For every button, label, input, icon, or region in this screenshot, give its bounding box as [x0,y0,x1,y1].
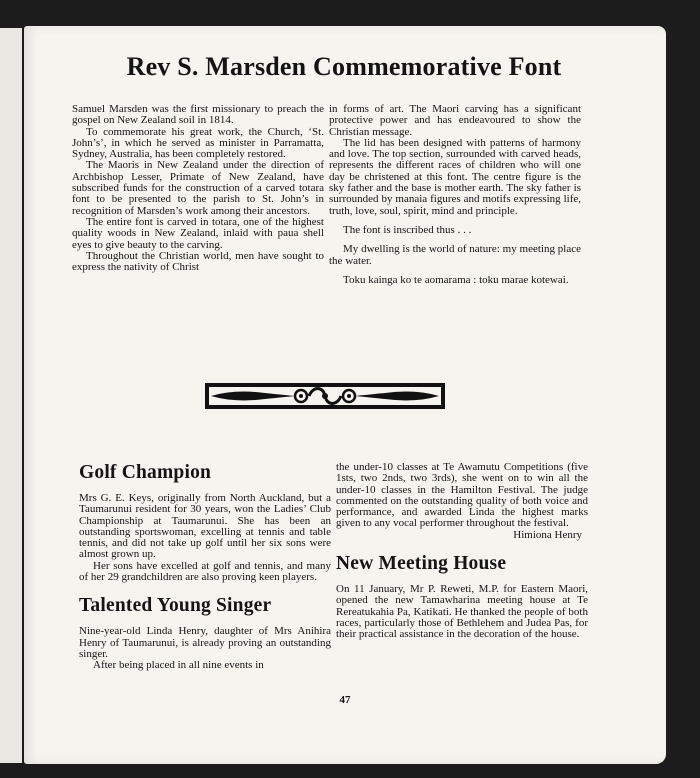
paragraph: Samuel Marsden was the first missionary to preach the gospel on New Zealand soil in 1814. [72,103,324,127]
bottom-left-column [79,462,331,672]
inscription-english: My dwelling is the world of nature: my meeting place the water. [329,243,581,267]
inscription-intro: The font is inscribed thus . . . [343,223,472,236]
marsden-article-right-column [329,104,581,286]
inscription-maori: Toku kainga ko te aomarama : toku marae kotewai. [343,273,569,286]
paragraph: After being placed in all nine events in [93,659,264,672]
marsden-article-left-column [72,104,324,273]
singer-author: Himiona Henry [513,528,582,541]
magazine-page [24,26,666,764]
paragraph: The Maoris in New Zealand under the direction of Archbishop Lesser, Primate of New Zealand, have subscribed funds for the construction of a carved totara font to be presented to the parish to St. John’s in recognition of Marsden’s work among their ancestors. [72,159,324,217]
paragraph: On 11 January, Mr P. Reweti, M.P. for Eastern Maori, opened the new Tamawharina meeting house at Te Rereatukahia Pa, Katikati. He thanked the people of both races, particularly those of Bethlehem and Judea Pas, for their practical assistance in the decoration of the house. [336,583,588,641]
paragraph: Nine-year-old Linda Henry, daughter of Mrs Anihira Henry of Taumarunui, is already proving an outstanding singer. [79,625,331,660]
previous-page-edge [0,28,22,763]
paragraph: in forms of art. The Maori carving has a significant protective power and has endeavoured to show the Christian message. [329,103,581,138]
page-number: 47 [339,694,351,706]
meeting-house-heading: New Meeting House [336,553,507,575]
article-title: Rev S. Marsden Commemorative Font [126,52,562,81]
paragraph: the under-10 classes at Te Awamutu Competitions (five 1sts, two 2nds, two 3rds), she went on to win all the under-10 classes in the Hamilton Festival. The judge commented on the outstanding quality of both voice and performance, and awarded Linda the highest marks given to any vocal performer throughout the festival. [336,461,588,530]
golf-heading: Golf Champion [79,462,212,483]
paragraph: Mrs G. E. Keys, originally from North Auckland, but a Taumarunui resident for 30 years, won the Ladies’ Club Championship at Taumarunui. She has been an outstanding sportswoman, excelling at tennis and table tennis, and did not take up golf until her six sons were almost grown up. [79,492,331,561]
paragraph: Throughout the Christian world, men have sought to express the nativity of Christ [72,249,324,274]
bottom-right-column [336,462,588,641]
paragraph: Her sons have excelled at golf and tennis, and many of her 29 grandchildren are also proving keen players. [79,559,331,584]
singer-heading: Talented Young Singer [79,595,272,617]
paragraph: The lid has been designed with patterns of harmony and love. The top section, surrounded with carved heads, represents the different races of children who will one day be christened at this font. The centre figure is the sky father and the base is mother earth. The sky father is surrounded by manaia figures and motifs expressing life, truth, love, soul, spirit, mind and principle. [329,136,581,217]
paragraph: To commemorate his great work, the Church, ‘St. John’s’, in which he served as minister in Parramatta, Sydney, Australia, has been completely restored. [72,125,324,161]
maori-scroll-ornament [205,383,445,409]
paragraph: The entire font is carved in totara, one of the highest quality woods in New Zealand, inlaid with paua shell eyes to give beauty to the carving. [72,215,324,251]
